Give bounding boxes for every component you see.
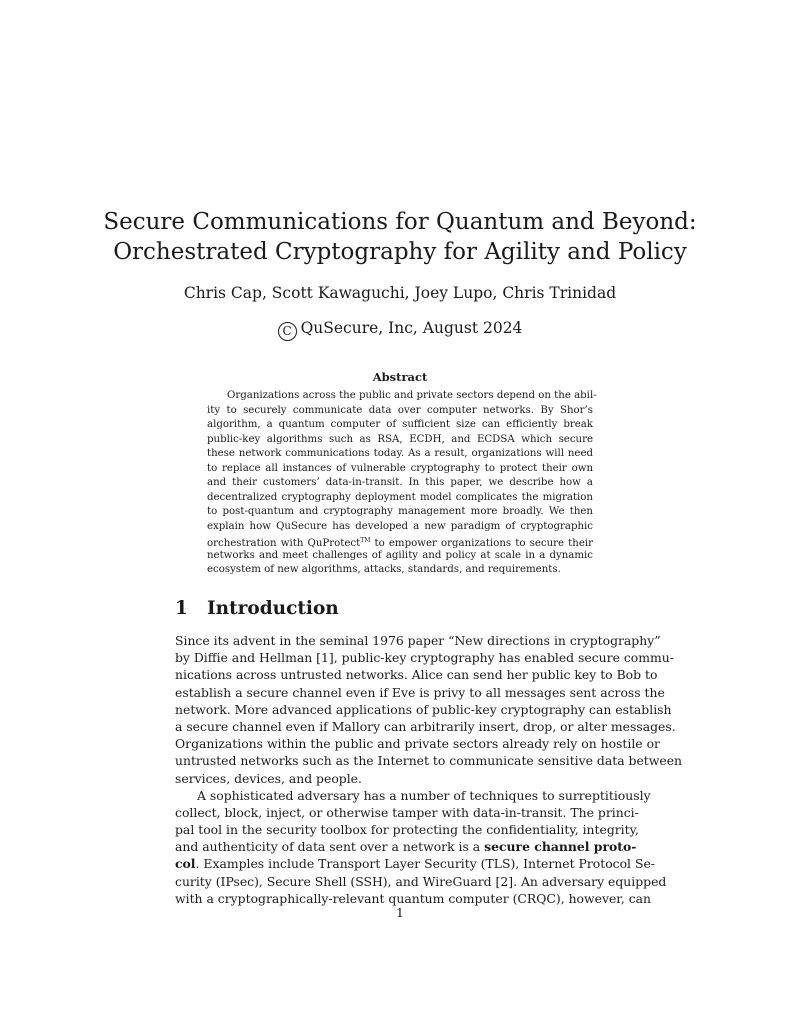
introduction-body bbox=[175, 632, 683, 907]
abstract-line: and their customers’ data-in-transit. In this paper, we describe how a bbox=[207, 477, 593, 488]
abstract-text: to empower organizations to secure their bbox=[370, 538, 593, 549]
section-number: 1 bbox=[175, 598, 188, 619]
abstract-body bbox=[207, 389, 597, 578]
abstract-line: these network communications today. As a result, organizations will need bbox=[207, 448, 593, 459]
abstract-line: public-key algorithms such as RSA, ECDH, and ECDSA which secure bbox=[207, 433, 593, 445]
abstract-line: to replace all instances of vulnerable cryptography to protect their own bbox=[207, 462, 593, 474]
body-line: nications across untrusted networks. Alice can send her public key to Bob to bbox=[175, 667, 658, 683]
body-line: Organizations within the public and private sectors already rely on hostile or bbox=[175, 736, 660, 752]
body-line: pal tool in the security toolbox for protecting the confidentiality, integrity, bbox=[175, 822, 639, 838]
affiliation-text: QuSecure, Inc, August 2024 bbox=[300, 319, 523, 337]
bold-term: secure channel proto- bbox=[484, 839, 637, 855]
trademark-symbol: TM bbox=[360, 537, 371, 544]
body-line: curity (IPsec), Secure Shell (SSH), and WireGuard [2]. An adversary equipped bbox=[175, 873, 667, 889]
abstract-text: orchestration with QuProtect bbox=[207, 538, 361, 549]
copyright-icon: C bbox=[278, 322, 297, 341]
bold-term: col bbox=[175, 856, 196, 872]
body-line: a secure channel even if Mallory can arbitrarily insert, drop, or alter messages. bbox=[175, 718, 676, 734]
body-line bbox=[175, 838, 637, 855]
affiliation bbox=[100, 318, 700, 341]
abstract-line: ecosystem of new algorithms, attacks, standards, and requirements. bbox=[207, 564, 561, 575]
abstract-line: to post-quantum and cryptography management more broadly. We then bbox=[207, 506, 593, 517]
body-line: with a cryptographically-relevant quantum computer (CRQC), however, can bbox=[175, 890, 652, 906]
body-line: A sophisticated adversary has a number of techniques to surreptitiously bbox=[197, 787, 651, 803]
body-line bbox=[175, 855, 655, 872]
body-line: Since its advent in the seminal 1976 paper “New directions in cryptography” bbox=[175, 633, 661, 648]
body-line: by Diffie and Hellman [1], public-key cryptography has enabled secure commu- bbox=[175, 650, 674, 666]
section-title: Introduction bbox=[207, 598, 339, 619]
body-line: services, devices, and people. bbox=[175, 770, 362, 786]
body-line: establish a secure channel even if Eve is privy to all messages sent across the bbox=[175, 684, 665, 700]
abstract-line: explain how QuSecure has developed a new paradigm of cryptographic bbox=[207, 520, 593, 532]
abstract-line bbox=[207, 534, 593, 549]
body-line: untrusted networks such as the Internet to communicate sensitive data between bbox=[175, 753, 683, 769]
author-list: Chris Cap, Scott Kawaguchi, Joey Lupo, Chris Trinidad bbox=[183, 284, 617, 302]
page-number: 1 bbox=[396, 905, 404, 920]
abstract-line: networks and meet challenges of agility and policy at scale in a dynamic bbox=[207, 549, 593, 561]
paper-title bbox=[100, 207, 700, 267]
abstract-line: decentralized cryptography deployment model complicates the migration bbox=[207, 491, 593, 503]
body-text: and authenticity of data sent over a network is a bbox=[175, 839, 485, 855]
title-line-2: Orchestrated Cryptography for Agility and Policy bbox=[113, 239, 687, 265]
body-text: . Examples include Transport Layer Security (TLS), Internet Protocol Se- bbox=[195, 856, 655, 872]
title-line-1: Secure Communications for Quantum and Beyond: bbox=[103, 209, 697, 235]
section-heading bbox=[175, 597, 339, 621]
body-line: collect, block, inject, or otherwise tamper with data-in-transit. The princi- bbox=[175, 804, 639, 820]
abstract-line: algorithm, a quantum computer of sufficient size can efficiently break bbox=[207, 419, 593, 430]
abstract-line: ity to securely communicate data over computer networks. By Shor’s bbox=[207, 404, 593, 416]
abstract-heading: Abstract bbox=[372, 370, 428, 384]
body-line: network. More advanced applications of public-key cryptography can establish bbox=[175, 701, 672, 717]
abstract-line: Organizations across the public and private sectors depend on the abil- bbox=[227, 390, 597, 401]
